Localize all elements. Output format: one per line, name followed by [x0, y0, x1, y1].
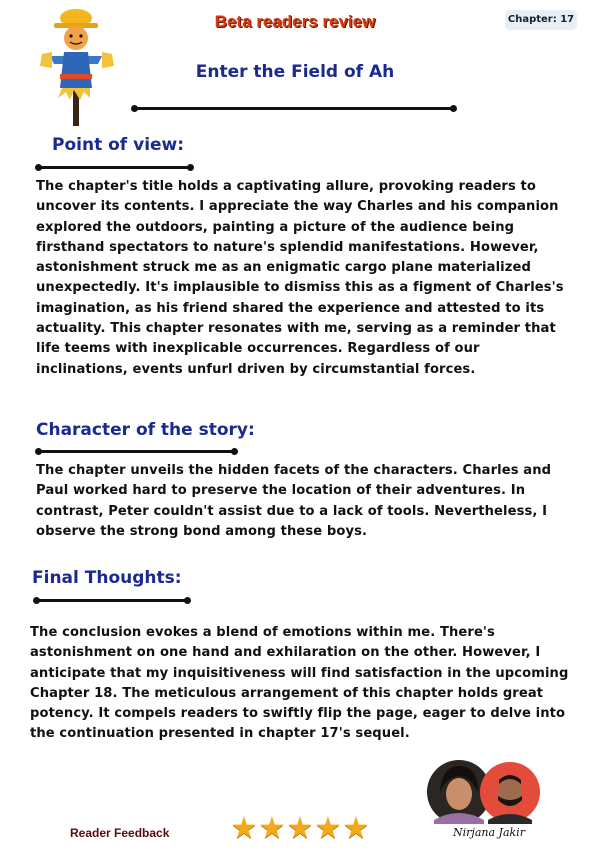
- character-text: The chapter unveils the hidden facets of the characters. Charles and Paul worked hard to preserve the location of their adventures. In contrast, Peter couldn't assist due to a lack of tools. Nevertheless, I observe the strong bond among these boys.: [36, 463, 552, 539]
- title-divider: [134, 107, 454, 110]
- star-icon: ★: [286, 811, 314, 846]
- star-icon: ★: [342, 811, 370, 846]
- heading-divider: [38, 450, 235, 453]
- reader-feedback-label: Reader Feedback: [70, 826, 170, 840]
- reviewer-names: Nirjana Jakir: [453, 826, 525, 839]
- heading-divider: [38, 166, 191, 169]
- review-title: Beta readers review: [214, 12, 376, 31]
- star-rating: [230, 813, 370, 845]
- chapter-badge: Chapter: 17: [505, 10, 577, 30]
- star-icon: ★: [258, 811, 286, 846]
- scarecrow-illustration: [28, 8, 128, 126]
- heading-point-of-view: Point of view:: [52, 135, 185, 155]
- final-thoughts-text: The conclusion evokes a blend of emotions within me. There's astonishment on one hand and exhilaration on the other. However, I anticipate that my inquisitiveness will find satisfaction in the upcoming Chapter 18. The meticulous arrangement of this chapter holds great potency. It compels readers to swiftly flip the page, eager to delve into the continuation presented in chapter 17's sequel.: [30, 625, 569, 742]
- heading-character-of-story: Character of the story:: [36, 420, 255, 440]
- avatar: [480, 762, 540, 824]
- reviewer-avatars: [426, 756, 542, 828]
- star-icon: ★: [314, 811, 342, 846]
- heading-divider: [36, 599, 188, 602]
- heading-final-thoughts: Final Thoughts:: [32, 568, 182, 588]
- point-of-view-text: The chapter's title holds a captivating allure, provoking readers to uncover its contents. I appreciate the way Charles and his companion explored the outdoors, painting a picture of the audience being firsthand spectators to nature's splendid manifestations. However, astonishment struck me as an enigmatic cargo plane materialized unexpectedly. It's implausible to dismiss this as a figment of Charles's imagination, as his friend shared the experience and attested to its actuality. This chapter resonates with me, serving as a reminder that life teems with inexplicable occurrences. Regardless of our inclinations, events unfurl driven by circumstantial forces.: [36, 179, 564, 377]
- chapter-title: Enter the Field of Ah: [195, 62, 395, 82]
- star-icon: ★: [230, 811, 258, 846]
